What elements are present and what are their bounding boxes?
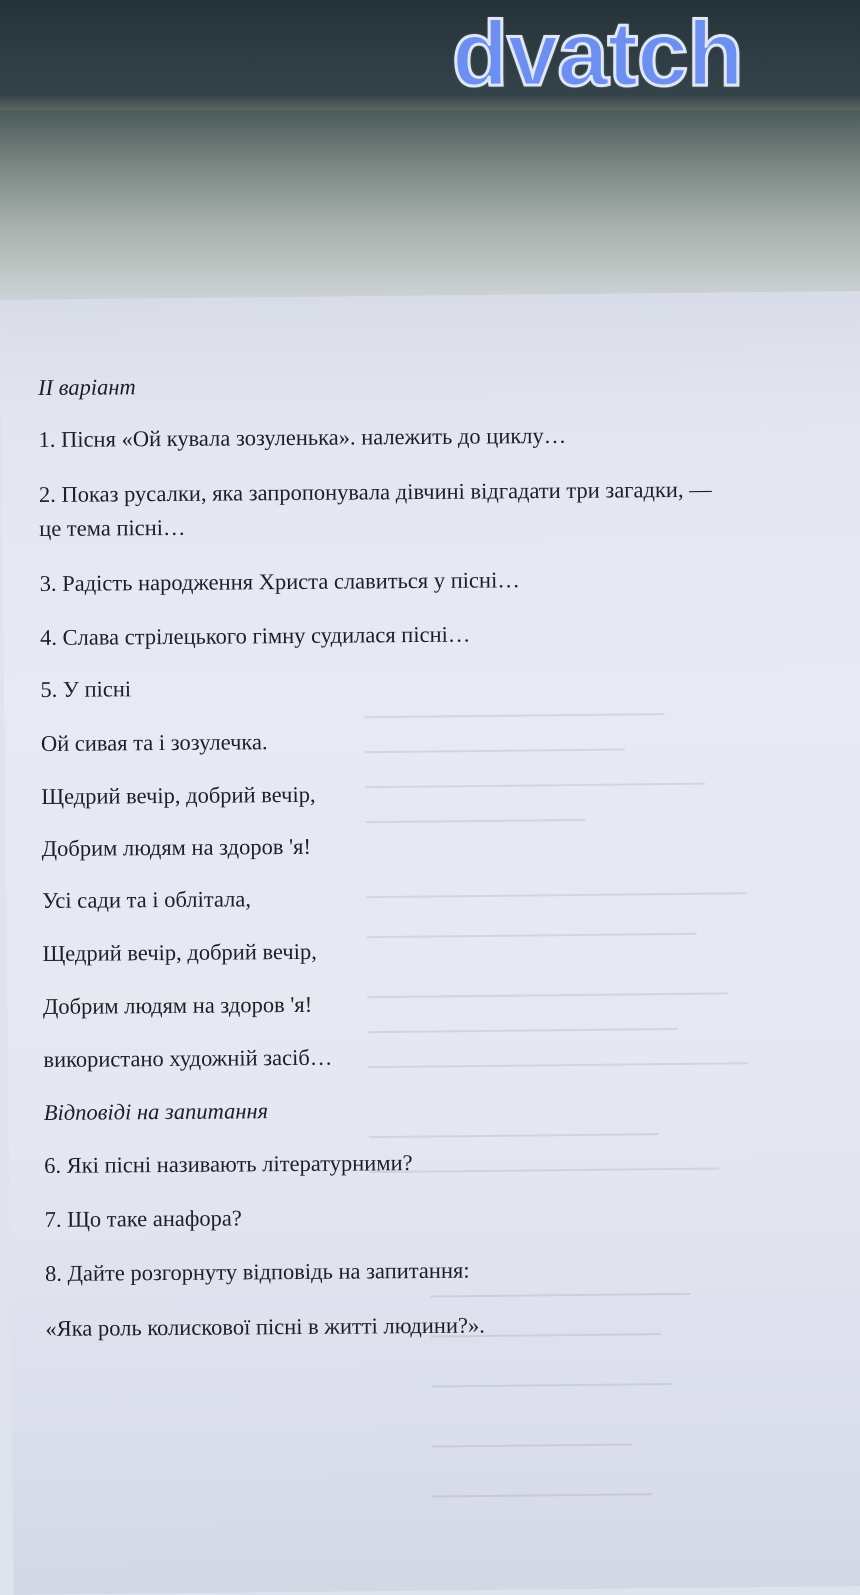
poem-line: Ой сивая та і зозулечка. bbox=[40, 729, 268, 756]
answers-heading: Відповіді на запитання bbox=[43, 1098, 269, 1125]
bleed-through-text bbox=[369, 1133, 659, 1138]
question-2-line-2: це тема пісні… bbox=[39, 514, 186, 541]
poem-line: Щедрий вечір, добрий вечір, bbox=[41, 781, 316, 809]
bleed-through-text bbox=[368, 1028, 678, 1033]
question-6: 6. Які пісні називають літературними? bbox=[44, 1150, 413, 1178]
bleed-through-text bbox=[431, 1383, 671, 1388]
bleed-through-text bbox=[367, 933, 697, 938]
bleed-through-text bbox=[365, 783, 705, 789]
bleed-through-text bbox=[430, 1293, 690, 1298]
poem-line: Добрим людям на здоров 'я! bbox=[42, 991, 313, 1019]
question-5-outro: використано художній засіб… bbox=[43, 1044, 333, 1072]
bleed-through-text bbox=[365, 819, 585, 823]
bleed-through-text bbox=[432, 1443, 632, 1447]
bleed-through-text bbox=[366, 892, 746, 898]
bleed-through-text bbox=[364, 713, 664, 718]
bleed-through-text bbox=[365, 748, 625, 753]
bleed-through-text bbox=[433, 1493, 653, 1497]
question-2-line-1: 2. Показ русалки, яка запропонувала дівчині відгадати три загадки, — bbox=[38, 476, 712, 507]
watermark-logo: dvatch bbox=[452, 3, 743, 105]
question-5-intro: 5. У пісні bbox=[40, 676, 132, 702]
variant-heading: II варіант bbox=[38, 374, 136, 400]
question-4: 4. Слава стрілецького гімну судилася пісні… bbox=[39, 621, 471, 650]
question-3: 3. Радість народження Христа славиться у пісні… bbox=[39, 567, 520, 596]
bleed-through-text bbox=[369, 1168, 719, 1174]
question-7: 7. Що таке анафора? bbox=[44, 1205, 242, 1232]
bleed-through-text bbox=[367, 992, 727, 998]
question-8-line-1: 8. Дайте розгорнуту відповідь на запитання: bbox=[44, 1257, 470, 1286]
poem-line: Усі сади та і облітала, bbox=[42, 886, 252, 913]
bleed-through-text bbox=[368, 1062, 748, 1068]
poem-line: Щедрий вечір, добрий вечір, bbox=[42, 938, 317, 966]
question-1: 1. Пісня «Ой кувала зозуленька». належить до циклу… bbox=[38, 422, 567, 452]
poem-line: Добрим людям на здоров 'я! bbox=[41, 833, 312, 861]
question-8-line-2: «Яка роль колискової пісні в житті людини?». bbox=[45, 1312, 485, 1341]
